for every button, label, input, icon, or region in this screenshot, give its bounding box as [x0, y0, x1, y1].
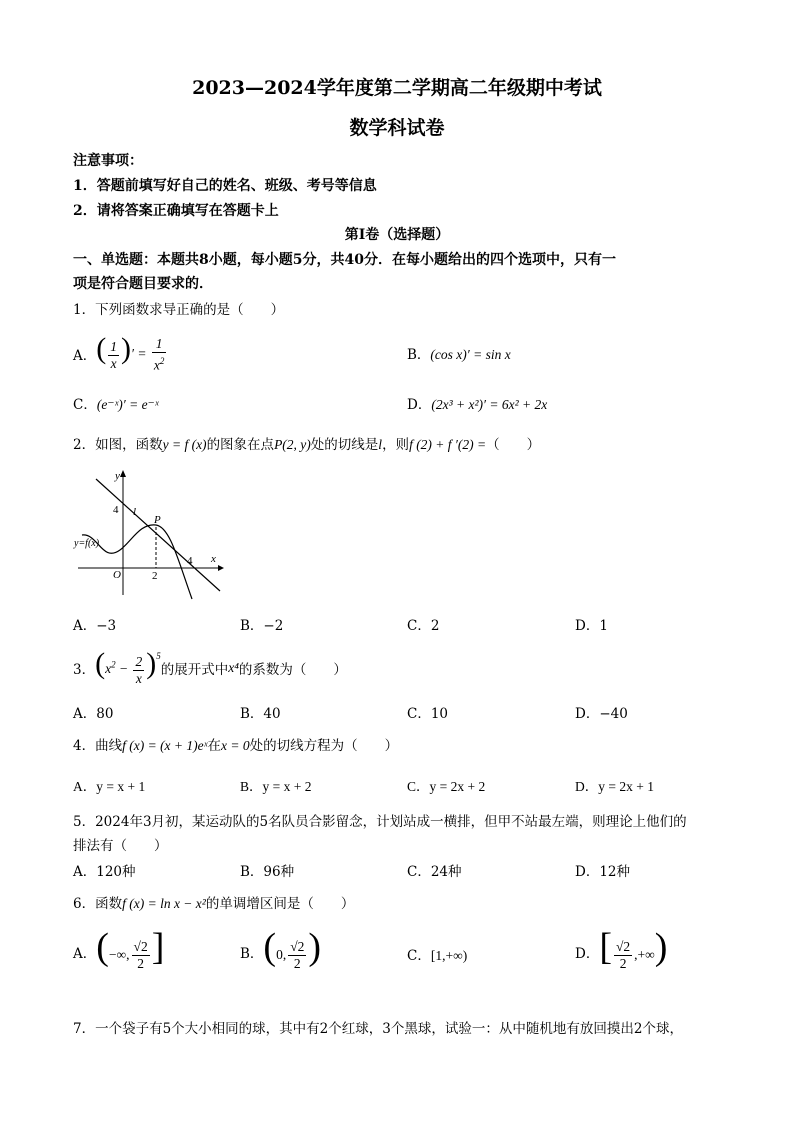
notice-item-2: 2．请将答案正确填写在答题卡上	[73, 203, 279, 219]
x-label: x	[211, 553, 216, 565]
tick-4-x: 4	[187, 555, 193, 567]
line-label-l: l	[133, 506, 137, 518]
q4-option-d: D．y = 2x + 1	[575, 779, 654, 794]
y-label: y	[115, 470, 120, 482]
q6-stem: 6．函数f (x) = ln x − x²的单调增区间是（ ）	[73, 896, 355, 912]
exam-subtitle: 数学科试卷	[349, 117, 445, 139]
tick-4-y: 4	[113, 504, 119, 516]
notice-heading: 注意事项：	[73, 153, 143, 169]
q3-option-b: B．40	[240, 706, 281, 722]
origin-label: O	[113, 569, 121, 581]
q5-option-b: B．96种	[240, 864, 295, 880]
x-axis-arrow	[218, 565, 224, 571]
q4-option-b: B．y = x + 2	[240, 779, 312, 794]
q1-option-a-label: A．	[73, 348, 97, 364]
q5-option-a: A．120种	[73, 864, 136, 880]
q3-binomial: ($x^2$ − $\frac{2}{x}$ )$^5$	[95, 647, 161, 686]
q5-option-c: C．24种	[407, 864, 462, 880]
curve-fx	[82, 525, 192, 599]
section-title: 第Ⅰ卷（选择题）	[344, 227, 450, 243]
q3-option-d: D．−40	[575, 706, 628, 722]
q2-option-a: A．−3	[73, 618, 117, 634]
q1-option-a	[73, 332, 168, 373]
q6-option-a: A． (−∞, $\frac{√2}{2}$ ]	[73, 925, 165, 972]
q2-option-b: B．−2	[240, 618, 284, 634]
q3-option-a: A．80	[73, 706, 114, 722]
tick-2-x: 2	[152, 570, 158, 582]
q1-option-c: C．(e⁻ˣ)′ = e⁻ˣ	[73, 397, 159, 413]
curve-label: y=f(x)	[74, 538, 100, 549]
q1-option-c-formula: (e⁻ˣ)′ = e⁻ˣ	[96, 397, 159, 412]
q5-stem-line2: 排法有（ ）	[73, 838, 168, 854]
q2-option-d: D．1	[575, 618, 608, 634]
q4-stem: 4．曲线f (x) = (x + 1)eˣ在x = 0处的切线方程为（ ）	[73, 738, 399, 754]
q1-option-b: B．(cos x)′ = sin x	[407, 347, 511, 363]
q5-option-d: D．12种	[575, 864, 631, 880]
q2-graph	[70, 465, 230, 605]
y-axis-arrow	[120, 470, 126, 477]
q5-stem-line1: 5．2024年3月初，某运动队的5名队员合影留念，计划站成一横排，但甲不站最左端，则理论上他们的	[73, 814, 687, 830]
q1-option-b-formula: (cos x)′ = sin x	[430, 347, 511, 362]
q2-stem: 2．如图，函数y = f (x)的图象在点P(2, y)处的切线是l，则f (2) + f ′(2) =（ ）	[73, 437, 541, 453]
q6-option-c: C．[1,+∞)	[407, 948, 468, 964]
q4-option-c: C．y = 2x + 2	[407, 779, 486, 794]
q1-option-d: D．(2x³ + x²)′ = 6x² + 2x	[407, 397, 548, 413]
q3-option-c: C．10	[407, 706, 449, 722]
point-label-p: P	[154, 514, 161, 526]
notice-item-1: 1．答题前填写好自己的姓名、班级、考号等信息	[73, 178, 377, 194]
q2-option-c: C．2	[407, 618, 440, 634]
q1-stem: 1．下列函数求导正确的是（ ）	[73, 302, 285, 318]
q6-option-b: B． (0, $\frac{√2}{2}$ )	[240, 925, 322, 972]
section-instruction-line1: 一、单选题：本题共8小题，每小题5分，共40分．在每小题给出的四个选项中，只有一	[73, 252, 616, 268]
q6-option-d: D． [ $\frac{√2}{2}$ ,+∞)	[575, 925, 668, 972]
q4-option-a: A．y = x + 1	[73, 779, 146, 794]
q1-option-a-formula: ( $\frac{1}{x}$ )′ = $\frac{1}{x^2}$	[96, 332, 165, 373]
q7-stem-line1: 7．一个袋子有5个大小相同的球，其中有2个红球，3个黑球，试验一：从中随机地有放回摸出2个球，	[73, 1021, 683, 1037]
section-instruction-line2: 项是符合题目要求的．	[73, 276, 213, 292]
q3-stem: 3． ($x^2$ − $\frac{2}{x}$ )$^5$ 的展开式中 x⁴ 的系数为（ ）	[73, 647, 347, 686]
exam-title: 2023—2024学年度第二学期高二年级期中考试	[192, 77, 602, 99]
q1-option-d-formula: (2x³ + x²)′ = 6x² + 2x	[431, 397, 548, 412]
